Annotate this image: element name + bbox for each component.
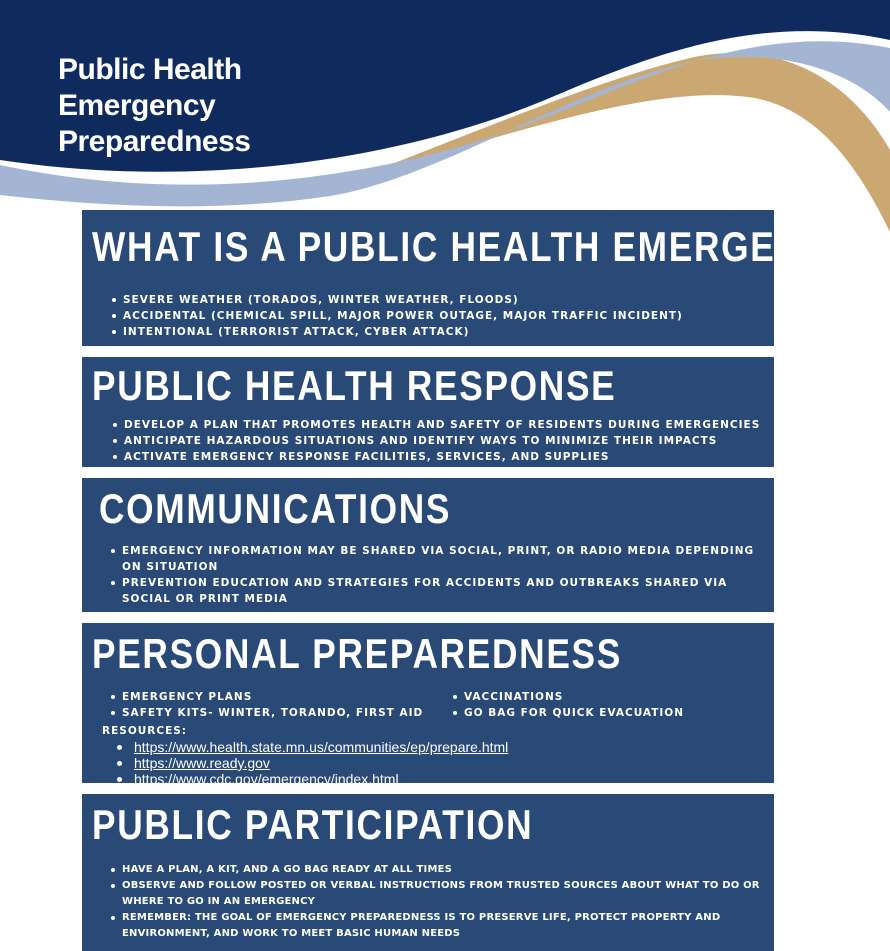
list-item: INTENTIONAL (TERRORIST ATTACK, CYBER ATTACK): [110, 324, 774, 340]
list-item: EMERGENCY PLANS: [109, 689, 451, 705]
list-item: GO BAG FOR QUICK EVACUATION: [451, 705, 684, 721]
list-item: SEVERE WEATHER (TORADOS, WINTER WEATHER, FLOODS): [110, 292, 774, 308]
section-heading: PUBLIC PARTICIPATION: [92, 801, 534, 848]
document-title: [58, 52, 250, 160]
list-item: EMERGENCY INFORMATION MAY BE SHARED VIA SOCIAL, PRINT, OR RADIO MEDIA DEPENDING ON SITUATION: [109, 543, 759, 575]
bullet-list: [92, 862, 764, 942]
resources-label: RESOURCES:: [102, 725, 187, 737]
link-cdc-emergency[interactable]: https://www.cdc.gov/emergency/index.html: [134, 771, 399, 787]
list-item: [117, 739, 774, 755]
section-heading: WHAT IS A PUBLIC HEALTH EMERGENCY: [92, 223, 855, 270]
title-line: Preparedness: [58, 125, 251, 158]
list-item: ANTICIPATE HAZARDOUS SITUATIONS AND IDENTIFY WAYS TO MINIMIZE THEIR IMPACTS: [111, 433, 774, 449]
resource-link-list: [92, 739, 774, 787]
title-line: Public Health: [58, 53, 242, 86]
section-communications: [82, 478, 774, 612]
bullet-list: [99, 543, 759, 607]
list-item: PREVENTION EDUCATION AND STRATEGIES FOR ACCIDENTS AND OUTBREAKS SHARED VIA SOCIAL OR PRINT MEDIA: [109, 575, 759, 607]
list-item: ACCIDENTAL (CHEMICAL SPILL, MAJOR POWER OUTAGE, MAJOR TRAFFIC INCIDENT): [110, 308, 774, 324]
section-public-health-response: [82, 357, 774, 467]
bullet-list-left: [109, 689, 451, 721]
link-ready-gov[interactable]: https://www.ready.gov: [134, 755, 270, 771]
section-heading: PERSONAL PREPAREDNESS: [92, 630, 622, 677]
section-heading: COMMUNICATIONS: [99, 485, 452, 532]
list-item: OBSERVE AND FOLLOW POSTED OR VERBAL INSTRUCTIONS FROM TRUSTED SOURCES ABOUT WHAT TO DO OR WHERE TO GO IN AN EMERGENCY: [109, 878, 764, 910]
list-item: DEVELOP A PLAN THAT PROMOTES HEALTH AND SAFETY OF RESIDENTS DURING EMERGENCIES: [111, 417, 774, 433]
bullet-list: [92, 417, 774, 465]
section-personal-preparedness: [82, 623, 774, 787]
link-mn-health-prepare[interactable]: https://www.health.state.mn.us/communities/ep/prepare.html: [134, 739, 509, 755]
list-item: [117, 755, 774, 771]
section-heading: PUBLIC HEALTH RESPONSE: [92, 362, 617, 409]
list-item: VACCINATIONS: [451, 689, 684, 705]
title-line: Emergency: [58, 89, 216, 122]
section-public-participation: [82, 794, 774, 951]
section-what-is-emergency: [82, 210, 855, 346]
list-item: ACTIVATE EMERGENCY RESPONSE FACILITIES, SERVICES, AND SUPPLIES: [111, 449, 774, 465]
bullet-list-right: [451, 689, 684, 721]
bullet-list: [92, 292, 774, 340]
list-item: [117, 771, 774, 787]
list-item: HAVE A PLAN, A KIT, AND A GO BAG READY AT ALL TIMES: [109, 862, 764, 878]
two-column-bullets: [92, 689, 774, 721]
list-item: REMEMBER: THE GOAL OF EMERGENCY PREPAREDNESS IS TO PRESERVE LIFE, PROTECT PROPERTY AND ENVIRONMENT, AND WORK TO MEET BASIC HUMAN NEEDS: [109, 910, 764, 942]
list-item: SAFETY KITS- WINTER, TORANDO, FIRST AID: [109, 705, 451, 721]
